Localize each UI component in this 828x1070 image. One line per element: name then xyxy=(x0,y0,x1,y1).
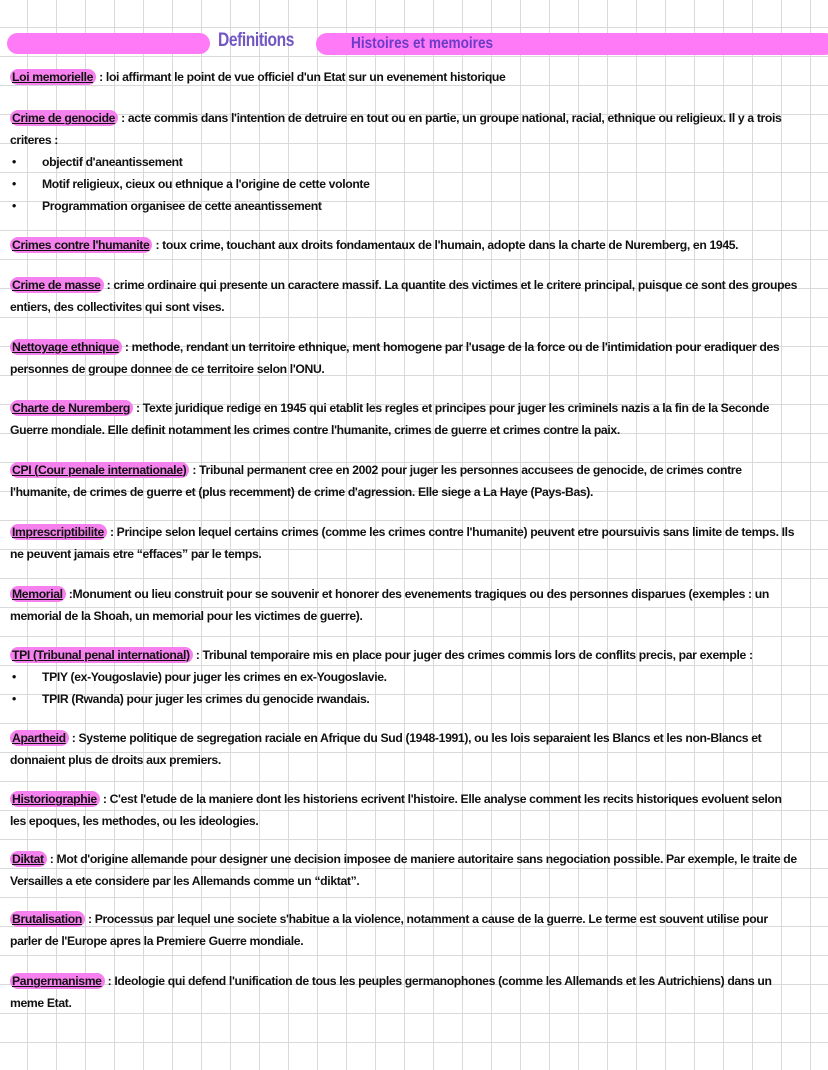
bullet-item: • Motif religieux, cieux ou ethnique a l'origine de cette volonte xyxy=(10,173,800,195)
definition-entry xyxy=(10,644,800,710)
definition-text: : crime ordinaire qui presente un caractere massif. La quantite des victimes et le critere principal, puisque ce sont des groupes entiers, des collectivites qui sont vises. xyxy=(10,278,798,314)
definition-entry xyxy=(10,336,800,380)
definition-text: : Tribunal permanent cree en 2002 pour juger les personnes accusees de genocide, de crimes contre l'humanite, de crimes de guerre et (plus recemment) de crime d'agression. Elle siege a La Haye (Pays-Bas). xyxy=(10,463,742,499)
definition-text: : Tribunal temporaire mis en place pour juger des crimes commis lors de conflits precis, par exemple : xyxy=(192,648,753,662)
definition-entry xyxy=(10,234,800,256)
term-highlight: Nettoyage ethnique xyxy=(10,339,122,355)
definition-entry xyxy=(10,521,800,565)
bullet-item: • objectif d'aneantissement xyxy=(10,151,800,173)
definition-entry xyxy=(10,274,800,318)
term-highlight: Imprescriptibilite xyxy=(10,524,107,540)
definition-text: : acte commis dans l'intention de detruire en tout ou en partie, un groupe national, racial, ethnique ou religieux. Il y a trois criteres : xyxy=(10,111,782,147)
definition-entry xyxy=(10,107,800,217)
term-highlight: Historiographie xyxy=(10,791,100,807)
definition-entry xyxy=(10,459,800,503)
definition-entry xyxy=(10,970,800,1014)
page-title: Definitions xyxy=(218,30,294,51)
term-highlight: Pangermanisme xyxy=(10,973,105,989)
definition-text: :Monument ou lieu construit pour se souvenir et honorer des evenements tragiques ou des personnes disparues (exemples : un memorial de la Shoah, un memorial pour les victimes de guerre). xyxy=(10,587,769,623)
bullet-item: • TPIY (ex-Yougoslavie) pour juger les crimes en ex-Yougoslavie. xyxy=(10,666,800,688)
term-highlight: Memorial xyxy=(10,586,66,602)
term-highlight: Brutalisation xyxy=(10,911,85,927)
term-highlight: Crime de genocide xyxy=(10,110,118,126)
definition-text: : Mot d'origine allemande pour designer une decision imposee de maniere autoritaire sans negociation possible. Par exemple, le traite de Versailles a ete considere par les Allemands comme un “diktat”. xyxy=(10,852,797,888)
definition-text: : loi affirmant le point de vue officiel d'un Etat sur un evenement historique xyxy=(96,70,506,84)
definition-text: : Texte juridique redige en 1945 qui etablit les regles et principes pour juger les criminels nazis a la fin de la Seconde Guerre mondiale. Elle definit notamment les crimes contre l'humanite, crimes de guerre et crimes contre la paix. xyxy=(10,401,770,437)
term-highlight: TPI (Tribunal penal international) xyxy=(10,647,193,663)
bullet-item: • TPIR (Rwanda) pour juger les crimes du genocide rwandais. xyxy=(10,688,800,710)
header-pill-left xyxy=(7,33,210,54)
term-highlight: Crimes contre l'humanite xyxy=(10,237,152,253)
term-highlight: Loi memorielle xyxy=(10,69,96,85)
definition-entry xyxy=(10,397,800,441)
definition-text: : Principe selon lequel certains crimes (comme les crimes contre l'humanite) peuvent etre poursuivis sans limite de temps. Ils ne peuvent jamais etre “effaces” par le temps. xyxy=(10,525,795,561)
page-header xyxy=(0,32,828,56)
page-subtitle: Histoires et memoires xyxy=(351,35,494,52)
term-highlight: Diktat xyxy=(10,851,47,867)
definition-text: : methode, rendant un territoire ethnique, ment homogene par l'usage de la force ou de l'intimidation pour eradiquer des personnes de groupe donnee de ce territoire selon l'ONU. xyxy=(10,340,780,376)
definition-entry xyxy=(10,848,800,892)
bullet-list xyxy=(10,151,800,217)
definition-text: : Ideologie qui defend l'unification de tous les peuples germanophones (comme les Allemands et les Autrichiens) dans un meme Etat. xyxy=(10,974,772,1010)
bullet-item: • Programmation organisee de cette aneantissement xyxy=(10,195,800,217)
definition-entry xyxy=(10,788,800,832)
term-highlight: CPI (Cour penale internationale) xyxy=(10,462,189,478)
definition-entry xyxy=(10,583,800,627)
definition-entry xyxy=(10,66,800,88)
definition-entry xyxy=(10,727,800,771)
term-highlight: Charte de Nuremberg xyxy=(10,400,133,416)
definition-text: : Processus par lequel une societe s'habitue a la violence, notamment a cause de la guerre. Le terme est souvent utilise pour parler de l'Europe apres la Premiere Guerre mondiale. xyxy=(10,912,768,948)
definition-text: : toux crime, touchant aux droits fondamentaux de l'humain, adopte dans la charte de Nuremberg, en 1945. xyxy=(152,238,739,252)
term-highlight: Apartheid xyxy=(10,730,69,746)
definition-text: : Systeme politique de segregation raciale en Afrique du Sud (1948-1991), ou les lois separaient les Blancs et les non-Blancs et donnaient plus de droits aux premiers. xyxy=(10,731,762,767)
definition-text: : C'est l'etude de la maniere dont les historiens ecrivent l'histoire. Elle analyse comment les recits historiques evoluent selon les epoques, les methodes, ou les ideologies. xyxy=(10,792,782,828)
term-highlight: Crime de masse xyxy=(10,277,104,293)
bullet-list xyxy=(10,666,800,710)
definition-entry xyxy=(10,908,800,952)
